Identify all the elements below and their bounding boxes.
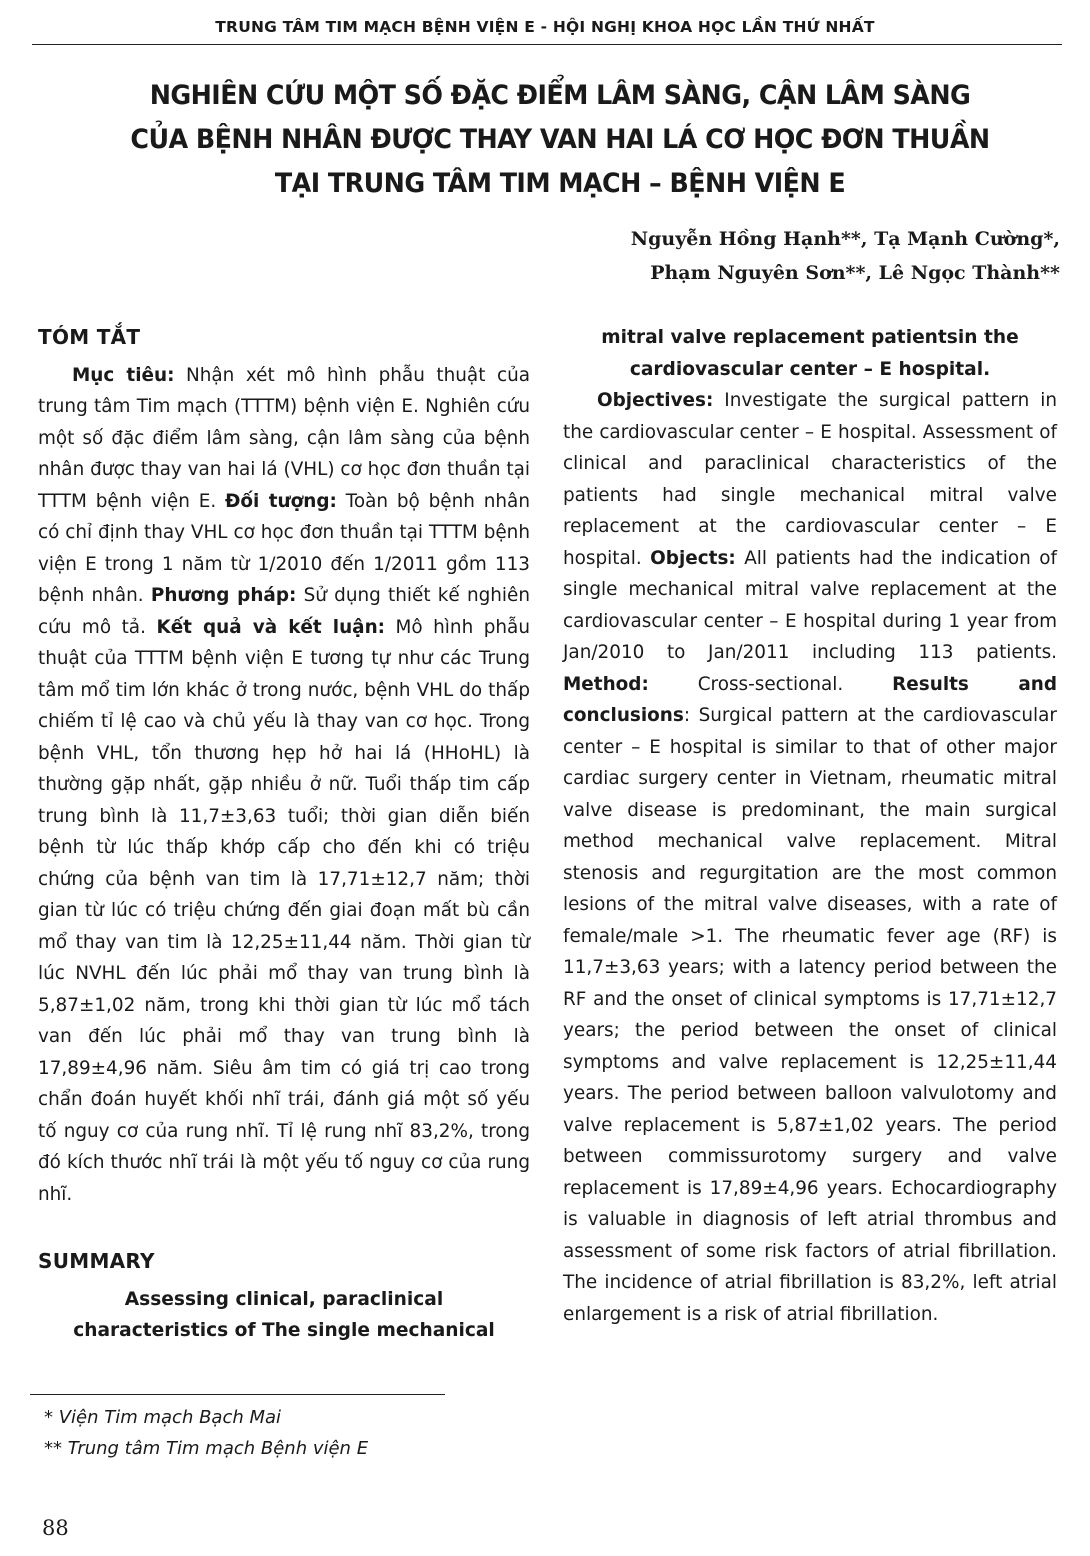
subject-label: Đối tượng: — [225, 490, 337, 512]
en-summary-body — [563, 385, 1057, 1330]
method-label: Method: — [563, 673, 649, 695]
title-line: TẠI TRUNG TÂM TIM MẠCH – BỆNH VIỆN E — [274, 168, 846, 199]
objectives-label: Objectives: — [597, 390, 714, 411]
page-number: 88 — [42, 1516, 69, 1540]
objects-label: Objects: — [650, 547, 736, 569]
right-column — [563, 322, 1057, 1330]
footnote-rule — [30, 1394, 445, 1395]
footnote: * Viện Tim mạch Bạch Mai — [44, 1407, 282, 1428]
author-line: Nguyễn Hồng Hạnh**, Tạ Mạnh Cường*, — [630, 228, 1060, 250]
vn-abstract-heading: TÓM TẮT — [38, 325, 141, 349]
running-header: TRUNG TÂM TIM MẠCH BỆNH VIỆN E - HỘI NGHỊ KHOA HỌC LẦN THỨ NHẤT — [215, 18, 875, 36]
method-text: Cross-sectional. — [648, 673, 893, 695]
author-line: Phạm Nguyên Sơn**, Lê Ngọc Thành** — [650, 262, 1060, 284]
method-label: Phương pháp: — [150, 585, 297, 606]
summary-heading: SUMMARY — [38, 1249, 155, 1273]
vn-abstract-body — [38, 360, 530, 1211]
footnotes — [44, 1402, 368, 1464]
results-text: : Surgical pattern at the cardiovascular center – E hospital is similar to that of other major cardiac surgery center in Vietnam, rheumatic mitral valve disease is predominant, the main surgical method mechanical valve replacement. Mitral stenosis and regurgitation are the most common lesions of the mitral valve diseases, with a rate of female/male >1. The rheumatic fever age (RF) is 11,7±3,63 years; with a latency period between the RF and the onset of clinical symptoms is 17,71±12,7 years; the period between the onset of clinical symptoms and valve replacement is 12,25±11,44 years. The period between balloon valvulotomy and valve replacement is 5,87±1,02 years. The period between commissurotomy surgery and valve replacement is 17,89±4,96 years. Echocardiography is valuable in diagnosis of left atrial thrombus and assessment of some risk factors of atrial fibrillation. The incidence of atrial fibrillation is 83,2%, left atrial enlargement is a risk of atrial fibrillation. — [563, 705, 1057, 1325]
objects-text: All patients had the indication of single mechanical mitral valve replacement at the cardiovascular center – E hospital during 1 year from Jan/2010 to Jan/2011 including 113 patients. — [563, 547, 1057, 663]
paper-title — [90, 74, 1030, 206]
footnote: ** Trung tâm Tim mạch Bệnh viện E — [44, 1438, 369, 1459]
subject-text: Toàn bộ bệnh nhân có chỉ định thay VHL cơ học đơn thuần tại TTTM bệnh viện E trong 1 năm từ 1/2010 đến 1/2011 gồm 113 bệnh nhân. — [38, 490, 530, 606]
summary-title-line: Assessing clinical, paraclinical — [124, 1288, 444, 1310]
header-rule — [32, 44, 1062, 45]
summary-title-line: mitral valve replacement patientsin the — [601, 327, 1019, 348]
summary-title-line: cardiovascular center – E hospital. — [629, 358, 991, 380]
method-text: Sử dụng thiết kế nghiên cứu mô tả. — [38, 585, 531, 638]
title-line: NGHIÊN CỨU MỘT SỐ ĐẶC ĐIỂM LÂM SÀNG, CẬN LÂM SÀNG — [149, 80, 971, 111]
objective-text: Nhận xét mô hình phẫu thuật của trung tâm Tim mạch (TTTM) bệnh viện E. Nghiên cứu một số đặc điểm lâm sàng, cận lâm sàng của bệnh nhân được thay van hai lá (VHL) cơ học đơn thuần tại TTTM bệnh viện E. — [38, 364, 530, 512]
results-text: Mô hình phẫu thuật của TTTM bệnh viện E tương tự như các Trung tâm mổ tim lớn khác ở trong nước, bệnh VHL do thấp chiếm tỉ lệ cao và chủ yếu là thay van cơ học. Trong bệnh VHL, tổn thương hẹp hở hai lá (HHoHL) là thường gặp nhất, gặp nhiều ở nữ. Tuổi thấp tim cấp trung bình là 11,7±3,63 tuổi; thời gian diễn biến bệnh từ lúc thấp khớp cấp cho đến khi có triệu chứng của bệnh van tim là 17,71±12,7 năm; thời gian từ lúc có triệu chứng đến giai đoạn mất bù cần mổ thay van tim là 12,25±11,44 năm. Thời gian từ lúc NVHL đến lúc phải mổ thay van trung bình là 5,87±1,02 năm, trong khi thời gian từ lúc mổ tách van đến lúc phải mổ thay van trung bình là 17,89±4,96 năm. Siêu âm tim có giá trị cao trong chẩn đoán huyết khối nhĩ trái, đánh giá một số yếu tố nguy cơ của rung nhĩ. Tỉ lệ rung nhĩ 83,2%, trong đó kích thước nhĩ trái là một yếu tố nguy cơ của rung nhĩ. — [38, 616, 530, 1205]
summary-title-line: characteristics of The single mechanical — [73, 1320, 495, 1341]
left-column — [38, 322, 530, 1347]
title-line: CỦA BỆNH NHÂN ĐƯỢC THAY VAN HAI LÁ CƠ HỌC ĐƠN THUẦN — [130, 124, 990, 155]
results-label: Kết quả và kết luận: — [156, 616, 386, 638]
objectives-text: Investigate the surgical pattern in the cardiovascular center – E hospital. Assessment of clinical and paraclinical characteristics of the patients had single mechanical mitral valve replacement at the cardiovascular center – E hospital. — [563, 390, 1057, 569]
author-list — [500, 222, 1060, 290]
objective-label: Mục tiêu: — [72, 364, 175, 386]
results-label: Results and conclusions — [563, 673, 1057, 726]
